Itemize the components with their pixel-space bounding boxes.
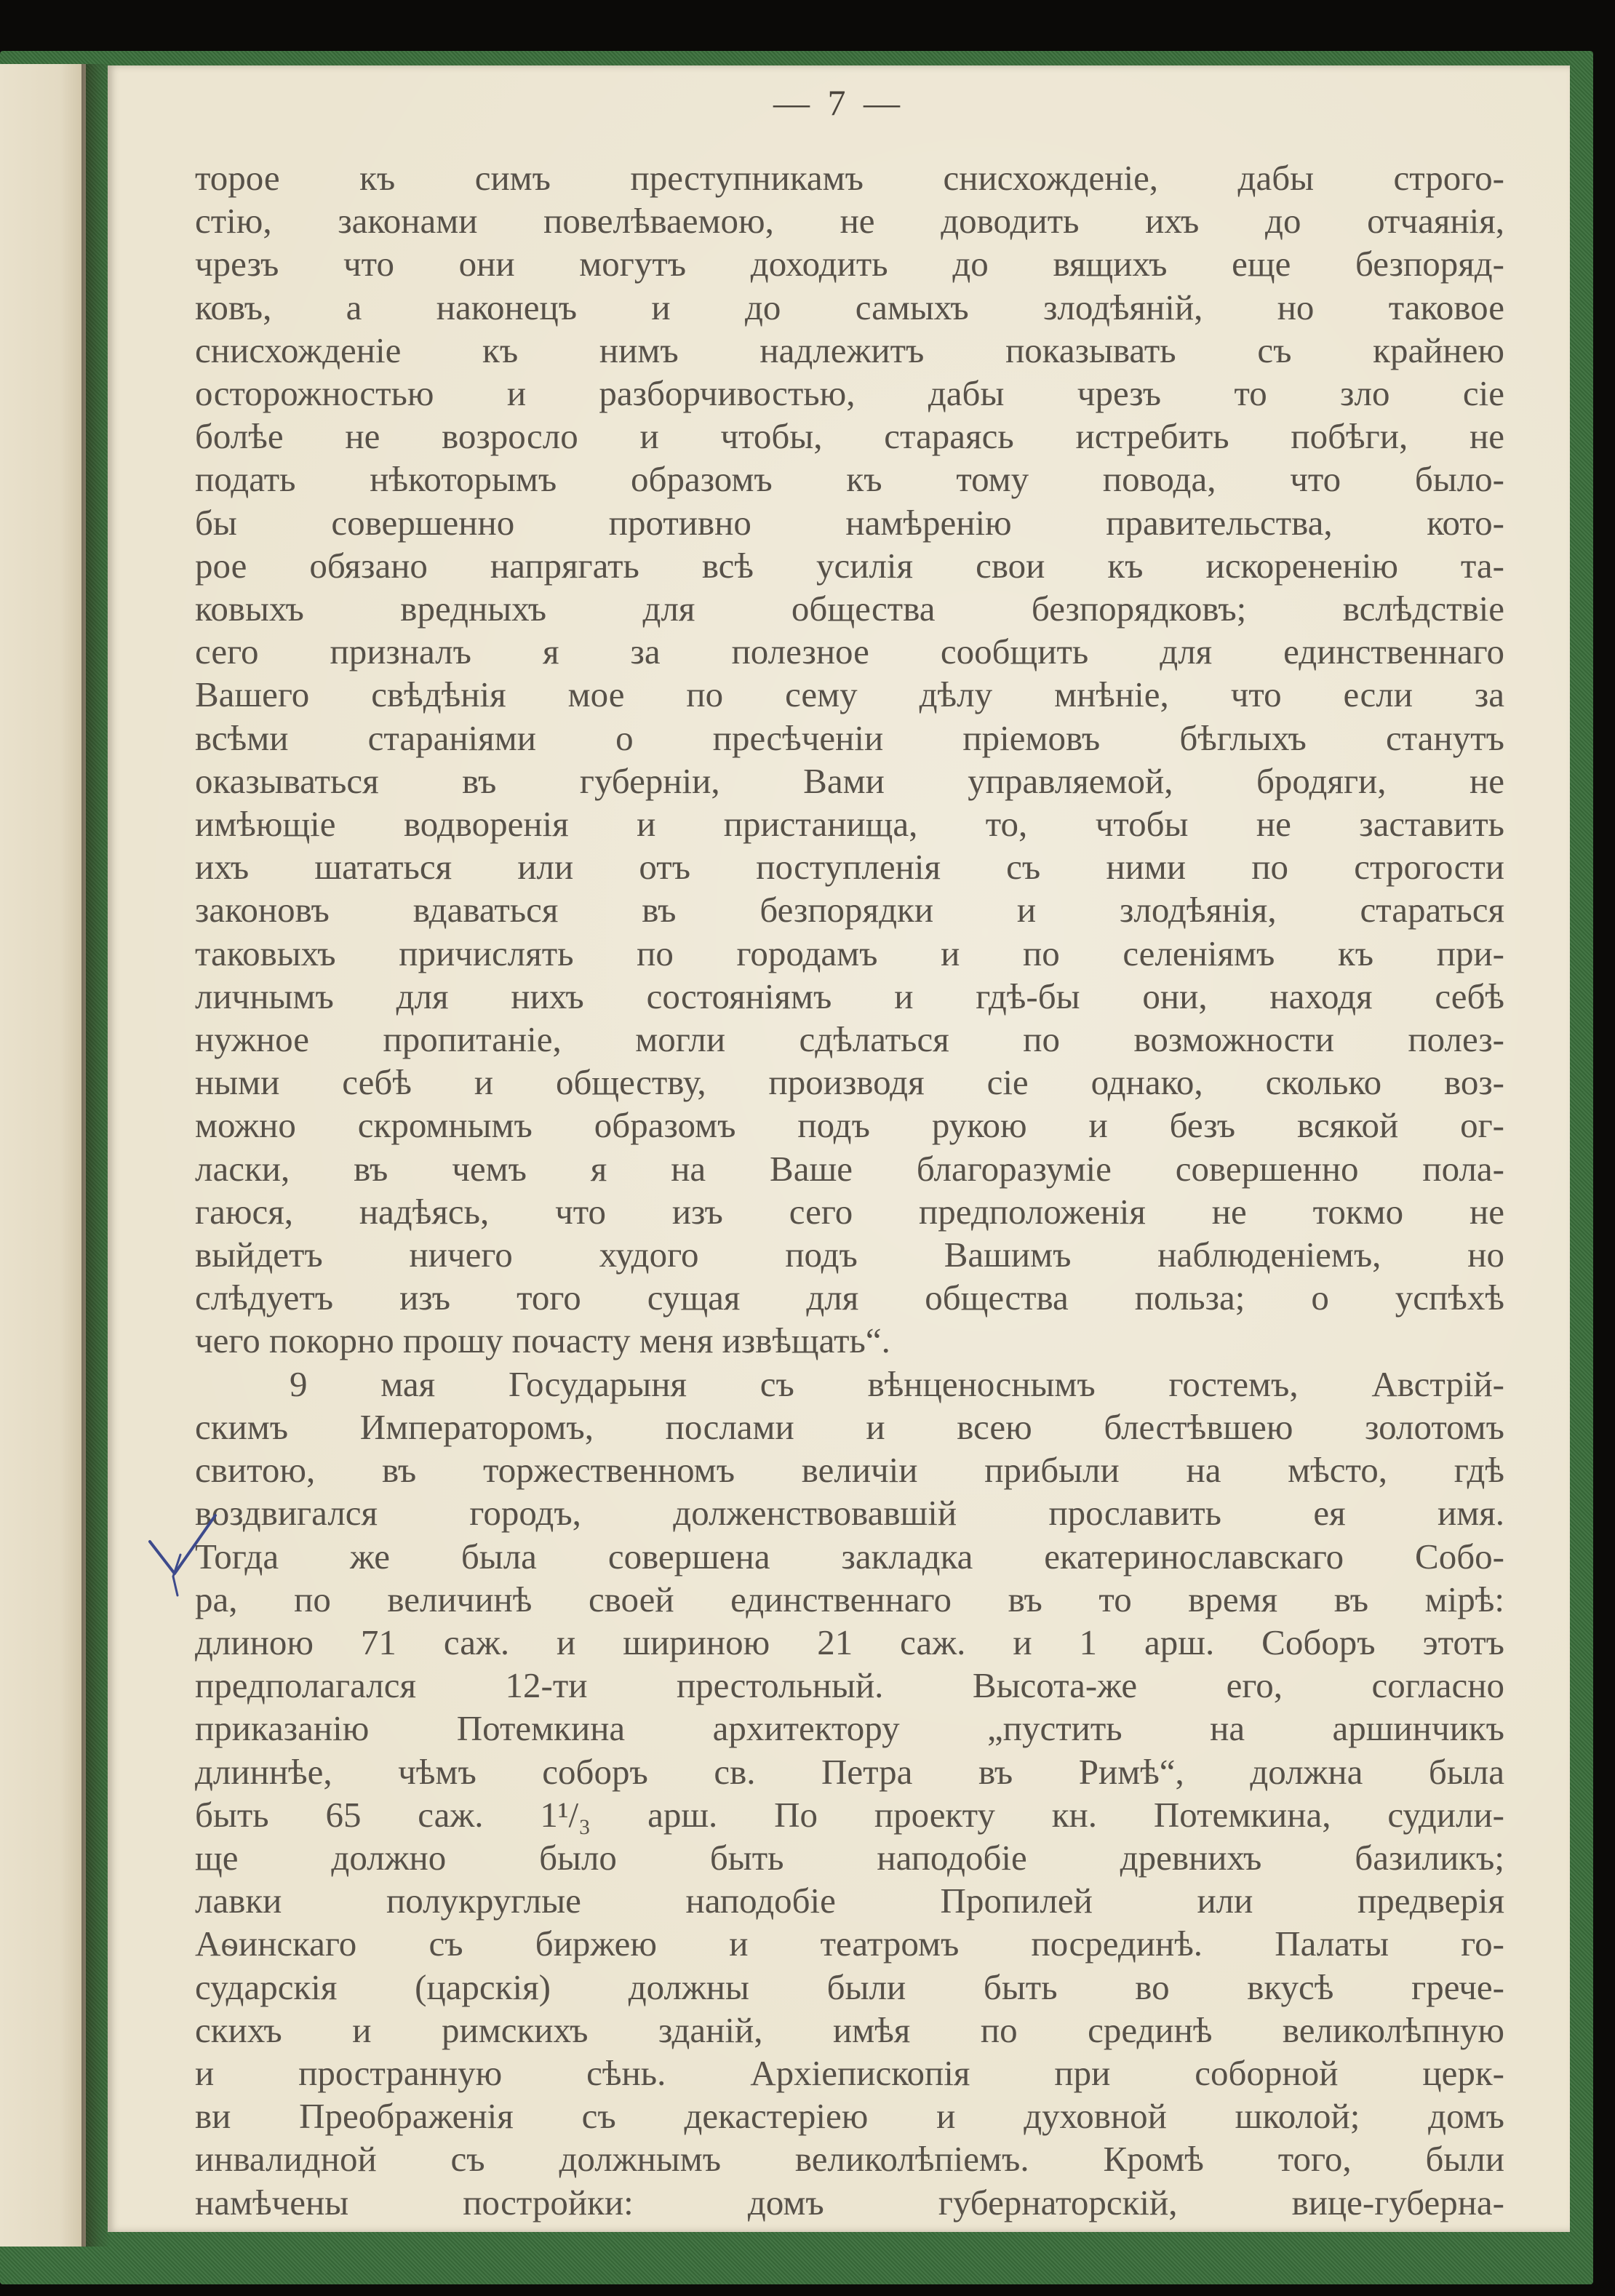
text-line: таковыхъ причислять по городамъ и по селеніямъ къ при- [195,933,1504,973]
text-line: ласки, въ чемъ я на Ваше благоразуміе совершенно пола- [195,1148,1504,1189]
page-body-text [195,156,1504,2224]
text-line: чего покорно прошу почасту меня извѣщать“. [195,1320,890,1361]
text-line: Вашего свѣдѣнія мое по сему дѣлу мнѣніе, что если за [195,674,1504,715]
book-page [108,65,1570,2232]
text-line: чрезъ что они могутъ доходить до вящихъ еще безпоряд- [195,244,1504,284]
text-line: выйдетъ ничего худого подъ Вашимъ наблюденіемъ, но [195,1235,1504,1275]
text-line: Аѳинскаго съ биржею и театромъ посрединѣ. Палаты го- [195,1924,1504,1964]
text-line: законовъ вдаваться въ безпорядки и злодѣянія, стараться [195,890,1504,930]
text-line: стію, законами повелѣваемою, не доводить ихъ до отчаянія, [195,201,1504,242]
text-line: ихъ шататься или отъ поступленія съ ними по строгости [195,847,1504,888]
pencil-checkmark-icon [145,1510,218,1619]
text-line: длиннѣе, чѣмъ соборъ св. Петра въ Римѣ“, должна была [195,1751,1504,1792]
text-line: лавки полукруглые наподобіе Пропилей или предверія [195,1881,1504,1921]
text-line: оказываться въ губерніи, Вами управляемой, бродяги, не [195,760,1504,801]
text-line: имѣющіе водворенія и пристанища, то, чтобы не заставить [195,804,1504,845]
text-line: скимъ Императоромъ, послами и всею блестѣвшею золотомъ [195,1406,1504,1447]
left-page-edge [0,64,86,2247]
text-line: предполагался 12-ти престольный. Высота-же его, согласно [195,1665,1504,1706]
text-line: длиною 71 саж. и шириною 21 саж. и 1 арш. Соборъ этотъ [195,1622,1504,1662]
text-line: всѣми стараніями о пресѣченіи пріемовъ бѣглыхъ станутъ [195,717,1504,758]
text-line: ковыхъ вредныхъ для общества безпорядковъ; вслѣдствіе [195,589,1504,629]
text-line: снисхожденіе къ нимъ надлежитъ показывать съ крайнею [195,330,1504,370]
text-line: 9 мая Государыня съ вѣнценоснымъ гостемъ, Австрій- [290,1363,1504,1404]
text-line: ви Преображенія съ декастеріею и духовной школой; домъ [195,2096,1504,2137]
text-line: бы совершенно противно намѣренію правительства, кото- [195,502,1504,543]
text-line: слѣдуетъ изъ того сущая для общества польза; о успѣхѣ [195,1277,1504,1318]
text-line: сего призналъ я за полезное сообщить для единственнаго [195,631,1504,672]
text-line: инвалидной съ должнымъ великолѣпіемъ. Кромѣ того, были [195,2139,1504,2180]
text-line: гаюся, надѣясь, что изъ сего предположенія не токмо не [195,1191,1504,1232]
book-gutter [81,64,111,2247]
text-line: и пространную сѣнь. Архіепископія при соборной церк- [195,2052,1504,2093]
text-line: ными себѣ и обществу, производя сіе однако, сколько воз- [195,1062,1504,1103]
text-line: намѣчены постройки: домъ губернаторскій, вице-губерна- [195,2182,1504,2223]
text-line: личнымъ для нихъ состояніямъ и гдѣ-бы они, находя себѣ [195,976,1504,1016]
text-line: воздвигался городъ, долженствовавшій прославить ея имя. [195,1493,1504,1534]
text-line: приказанію Потемкина архитектору „пустить на аршинчикъ [195,1708,1504,1749]
text-line: осторожностью и разборчивостью, дабы чрезъ то зло сіе [195,373,1504,414]
text-line: скихъ и римскихъ зданій, имѣя по срединѣ великолѣпную [195,2009,1504,2050]
text-line: ще должно было быть наподобіе древнихъ базиликъ; [195,1837,1504,1878]
text-line: ра, по величинѣ своей единственнаго въ то время въ мірѣ: [195,1579,1504,1619]
text-line: Тогда же была совершена закладка екатеринославскаго Собо- [195,1536,1504,1576]
page-number: — 7 — [773,82,904,123]
text-line: быть 65 саж. 1¹/₃ арш. По проекту кн. Потемкина, судили- [195,1794,1504,1835]
text-line: торое къ симъ преступникамъ снисхожденіе, дабы строго- [195,158,1504,198]
text-line: болѣе не возросло и чтобы, стараясь истребить побѣги, не [195,416,1504,457]
text-line: рое обязано напрягать всѣ усилія свои къ искорененію та- [195,545,1504,586]
text-line: свитою, въ торжественномъ величіи прибыли на мѣсто, гдѣ [195,1450,1504,1491]
text-line: подать нѣкоторымъ образомъ къ тому повода, что было- [195,459,1504,500]
text-line: ковъ, а наконецъ и до самыхъ злодѣяній, но таковое [195,287,1504,327]
text-line: можно скромнымъ образомъ подъ рукою и безъ всякой ог- [195,1105,1504,1146]
text-line: нужное пропитаніе, могли сдѣлаться по возможности полез- [195,1019,1504,1060]
text-line: сударскія (царскія) должны были быть во вкусѣ грече- [195,1966,1504,2007]
